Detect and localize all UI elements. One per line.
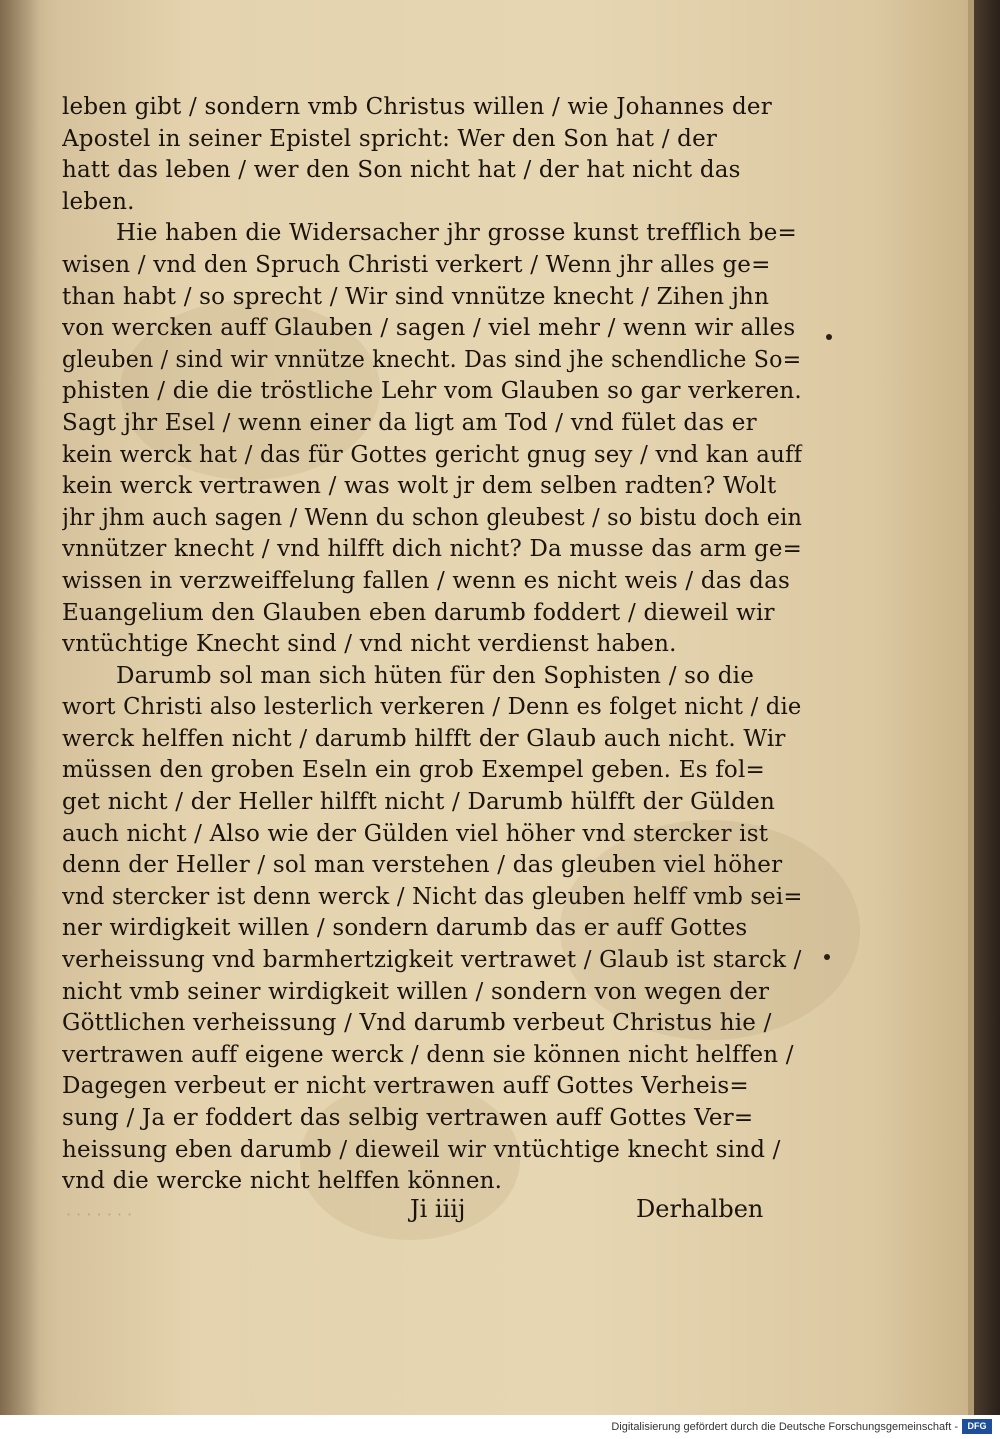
text-line: than habt / so sprecht / Wir sind vnnütze knecht / Zihen jhn: [62, 283, 770, 310]
text-line: get nicht / der Heller hilfft nicht / Darumb hülfft der Gülden: [62, 789, 775, 816]
text-line: hatt das leben / wer den Son nicht hat / der hat nicht das: [62, 157, 741, 184]
text-line: wisen / vnd den Spruch Christi verkert / Wenn jhr alles ge=: [62, 251, 771, 278]
text-line: Darumb sol man sich hüten für den Sophisten / so die: [116, 662, 755, 689]
margin-mark: [826, 334, 832, 340]
margin-mark: [824, 954, 830, 960]
text-line: werck helffen nicht / darumb hilfft der Glaub auch nicht. Wir: [62, 725, 786, 752]
text-line: sung / Ja er foddert das selbig vertrawen auff Gottes Ver=: [62, 1105, 754, 1131]
text-line: Euangelium den Glauben eben darumb foddert / dieweil wir: [62, 599, 775, 626]
text-line: vnd die wercke nicht helffen können.: [62, 1168, 503, 1195]
text-line: Sagt jhr Esel / wenn einer da ligt am Tod / vnd fület das er: [62, 409, 757, 436]
text-line: ner wirdigkeit willen / sondern darumb das er auff Gottes: [62, 915, 748, 942]
funding-credit: Digitalisierung gefördert durch die Deutsche Forschungsgemeinschaft -: [611, 1421, 958, 1433]
faint-bleedthrough: · · · · · · ·: [66, 1205, 133, 1224]
text-line: leben.: [62, 188, 135, 215]
text-line: leben gibt / sondern vmb Christus willen / wie Johannes der: [62, 94, 772, 120]
credit-bar: [0, 1415, 1000, 1439]
text-line: vertrawen auff eigene werck / denn sie können nicht helffen /: [62, 1041, 794, 1068]
catchword: Derhalben: [636, 1195, 764, 1223]
text-line: müssen den groben Eseln ein grob Exempel geben. Es fol=: [62, 757, 765, 784]
text-line: gleuben / sind wir vnnütze knecht. Das sind jhe schendliche So=: [62, 346, 802, 373]
text-line: kein werck vertrawen / was wolt jr dem selben radten? Wolt: [62, 473, 777, 500]
text-line: denn der Heller / sol man verstehen / das gleuben viel höher: [62, 852, 783, 879]
page-footer: [0, 1195, 968, 1235]
text-line: Göttlichen verheissung / Vnd darumb verbeut Christus hie /: [62, 1010, 772, 1037]
text-line: kein werck hat / das für Gottes gericht gnug sey / vnd kan auff: [62, 441, 803, 468]
text-line: heissung eben darumb / dieweil wir vntüchtige knecht sind /: [62, 1136, 781, 1163]
dfg-logo-icon: DFG: [962, 1419, 992, 1434]
text-line: phisten / die die tröstliche Lehr vom Glauben so gar verkeren.: [62, 378, 802, 405]
text-line: Dagegen verbeut er nicht vertrawen auff Gottes Verheis=: [62, 1073, 749, 1100]
text-line: vnd stercker ist denn werck / Nicht das gleuben helff vmb sei=: [62, 883, 803, 910]
text-line: Hie haben die Widersacher jhr grosse kunst trefflich be=: [116, 220, 798, 247]
text-line: vntüchtige Knecht sind / vnd nicht verdienst haben.: [62, 631, 677, 658]
text-line: wissen in verzweiffelung fallen / wenn es nicht weis / das das: [62, 567, 791, 594]
text-line: von wercken auff Glauben / sagen / viel mehr / wenn wir alles: [62, 315, 796, 342]
scan-background: [974, 0, 1000, 1415]
text-line: auch nicht / Also wie der Gülden viel höher vnd stercker ist: [62, 820, 769, 847]
text-line: vnnützer knecht / vnd hilfft dich nicht? Da musse das arm ge=: [62, 536, 802, 563]
text-line: nicht vmb seiner wirdigkeit willen / sondern von wegen der: [62, 978, 770, 1005]
body-text: [62, 92, 802, 1198]
text-line: wort Christi also lesterlich verkeren / Denn es folget nicht / die: [62, 694, 802, 721]
text-line: jhr jhm auch sagen / Wenn du schon gleubest / so bistu doch ein: [62, 504, 803, 531]
text-line: Apostel in seiner Epistel spricht: Wer den Son hat / der: [62, 125, 718, 152]
text-line: verheissung vnd barmhertzigkeit vertrawet / Glaub ist starck /: [62, 947, 802, 974]
signature-mark: Ji iiij: [410, 1195, 466, 1223]
